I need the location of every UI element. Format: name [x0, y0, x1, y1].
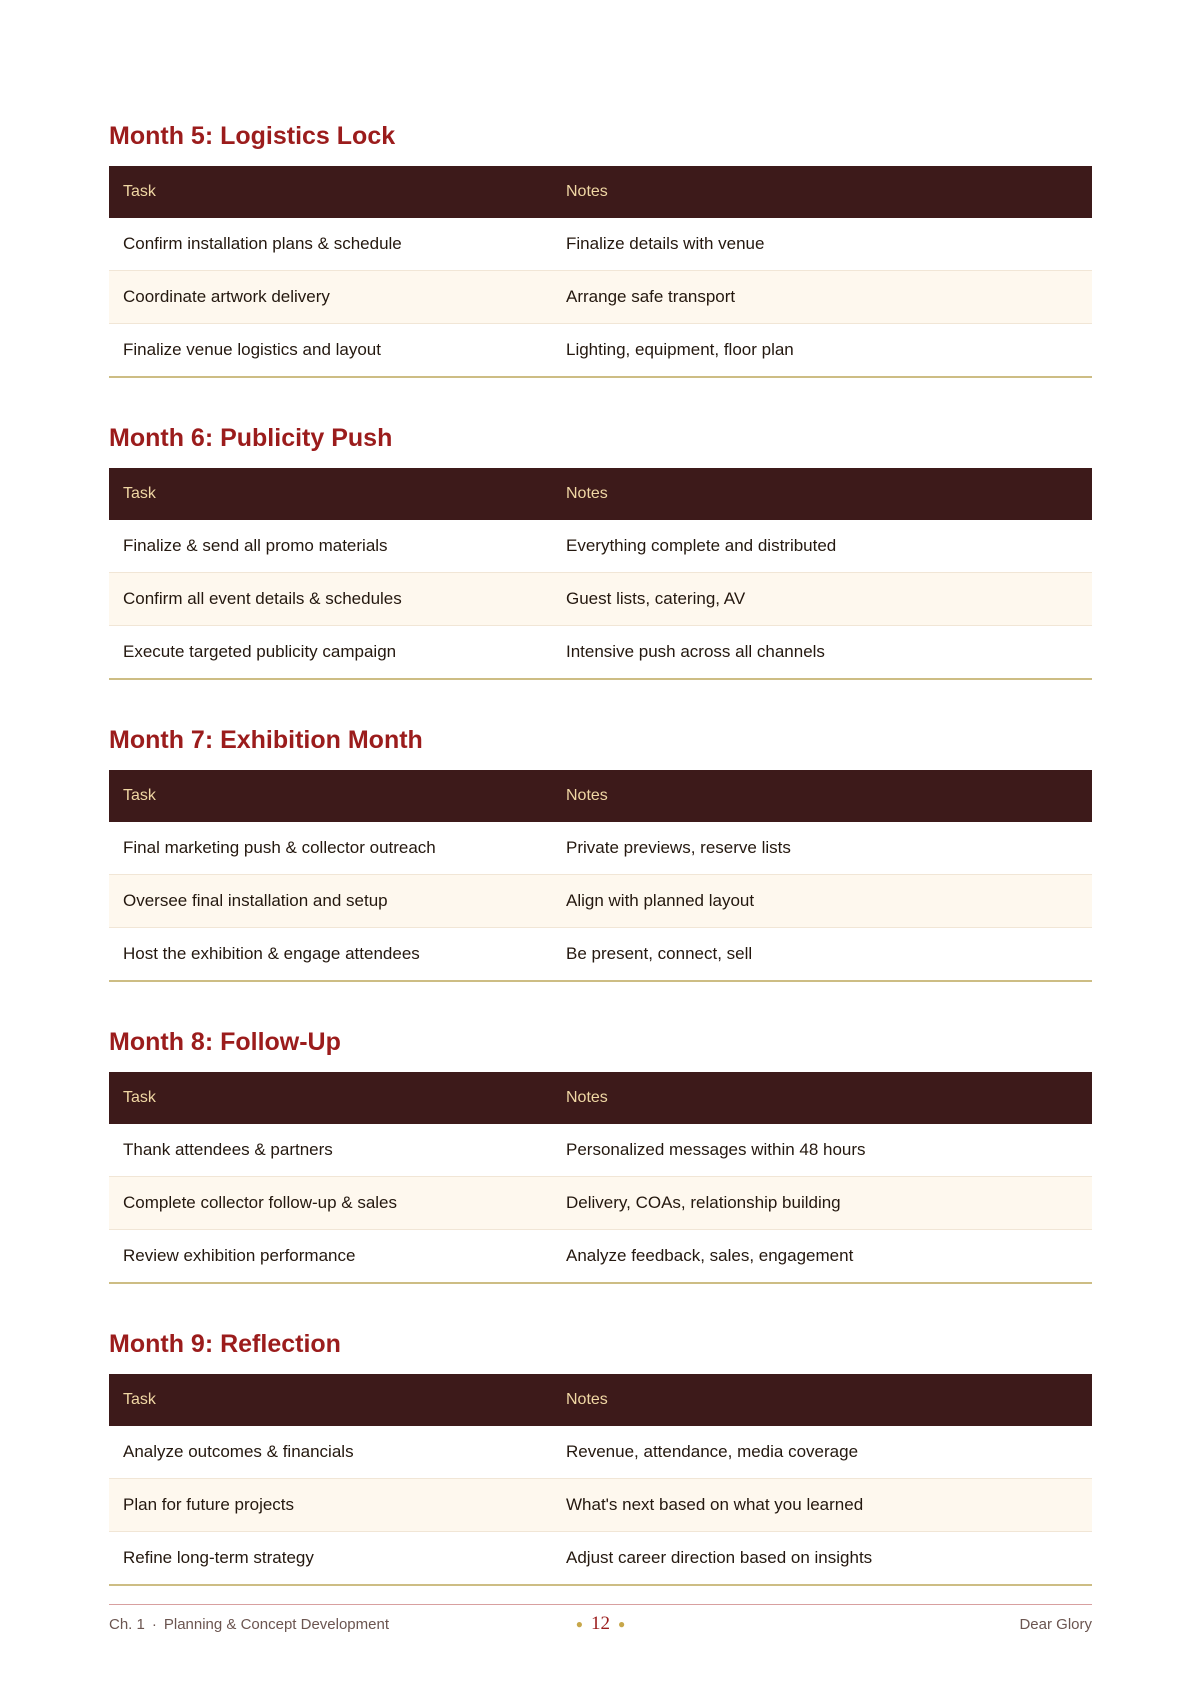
section-month-9	[109, 1328, 1092, 1586]
task-cell: Plan for future projects	[109, 1479, 552, 1532]
task-table	[109, 770, 1092, 982]
notes-cell: Arrange safe transport	[552, 271, 1092, 324]
task-cell: Coordinate artwork delivery	[109, 271, 552, 324]
task-cell: Host the exhibition & engage attendees	[109, 928, 552, 982]
task-table	[109, 166, 1092, 378]
section-title: Month 7: Exhibition Month	[109, 726, 423, 754]
notes-cell: Adjust career direction based on insights	[552, 1532, 1092, 1586]
notes-cell: Finalize details with venue	[552, 218, 1092, 271]
task-cell: Review exhibition performance	[109, 1230, 552, 1284]
table-row	[109, 1177, 1092, 1230]
header-task: Task	[123, 485, 156, 502]
task-cell: Refine long-term strategy	[109, 1532, 552, 1586]
table-row	[109, 520, 1092, 573]
table-row	[109, 324, 1092, 378]
notes-cell: Private previews, reserve lists	[552, 822, 1092, 875]
section-month-6	[109, 422, 1092, 680]
dot-icon: ●	[575, 1617, 583, 1632]
table-header-row	[109, 1374, 1092, 1426]
task-cell: Thank attendees & partners	[109, 1124, 552, 1177]
notes-cell: Guest lists, catering, AV	[552, 573, 1092, 626]
header-notes: Notes	[566, 1089, 608, 1106]
notes-cell: Delivery, COAs, relationship building	[552, 1177, 1092, 1230]
task-cell: Confirm all event details & schedules	[109, 573, 552, 626]
section-month-5	[109, 120, 1092, 378]
content	[109, 120, 1092, 1630]
table-row	[109, 1426, 1092, 1479]
table-header-row	[109, 166, 1092, 218]
header-notes: Notes	[566, 183, 608, 200]
section-title: Month 6: Publicity Push	[109, 424, 393, 452]
notes-cell: Intensive push across all channels	[552, 626, 1092, 680]
section-title: Month 9: Reflection	[109, 1330, 341, 1358]
table-row	[109, 822, 1092, 875]
task-cell: Complete collector follow-up & sales	[109, 1177, 552, 1230]
separator: ·	[151, 1616, 157, 1633]
header-notes: Notes	[566, 1391, 608, 1408]
table-header-row	[109, 1072, 1092, 1124]
task-table	[109, 468, 1092, 680]
section-month-7	[109, 724, 1092, 982]
chapter-title: Planning & Concept Development	[163, 1616, 389, 1633]
notes-cell: Align with planned layout	[552, 875, 1092, 928]
table-row	[109, 875, 1092, 928]
notes-cell: Be present, connect, sell	[552, 928, 1092, 982]
section-month-8	[109, 1026, 1092, 1284]
table-row	[109, 928, 1092, 982]
dot-icon: ●	[618, 1617, 626, 1632]
page-number: 12	[591, 1613, 610, 1634]
task-table	[109, 1072, 1092, 1284]
header-task: Task	[123, 1089, 156, 1106]
table-row	[109, 218, 1092, 271]
table-row	[109, 1124, 1092, 1177]
section-title: Month 8: Follow-Up	[109, 1028, 341, 1056]
table-row	[109, 271, 1092, 324]
task-cell: Finalize venue logistics and layout	[109, 324, 552, 378]
table-row	[109, 1479, 1092, 1532]
task-cell: Final marketing push & collector outreach	[109, 822, 552, 875]
section-title: Month 5: Logistics Lock	[109, 122, 396, 150]
notes-cell: Revenue, attendance, media coverage	[552, 1426, 1092, 1479]
header-task: Task	[123, 183, 156, 200]
notes-cell: What's next based on what you learned	[552, 1479, 1092, 1532]
task-cell: Analyze outcomes & financials	[109, 1426, 552, 1479]
chapter-label: Ch. 1	[109, 1616, 145, 1633]
table-row	[109, 1532, 1092, 1586]
table-header-row	[109, 468, 1092, 520]
notes-cell: Personalized messages within 48 hours	[552, 1124, 1092, 1177]
task-cell: Oversee final installation and setup	[109, 875, 552, 928]
table-row	[109, 626, 1092, 680]
task-cell: Confirm installation plans & schedule	[109, 218, 552, 271]
header-notes: Notes	[566, 787, 608, 804]
notes-cell: Everything complete and distributed	[552, 520, 1092, 573]
table-header-row	[109, 770, 1092, 822]
task-table	[109, 1374, 1092, 1586]
header-task: Task	[123, 1391, 156, 1408]
task-cell: Finalize & send all promo materials	[109, 520, 552, 573]
table-row	[109, 573, 1092, 626]
page-number-block	[109, 1613, 1092, 1635]
header-notes: Notes	[566, 485, 608, 502]
table-row	[109, 1230, 1092, 1284]
notes-cell: Analyze feedback, sales, engagement	[552, 1230, 1092, 1284]
task-cell: Execute targeted publicity campaign	[109, 626, 552, 680]
notes-cell: Lighting, equipment, floor plan	[552, 324, 1092, 378]
header-task: Task	[123, 787, 156, 804]
footer-author: Dear Glory	[1019, 1616, 1092, 1633]
page-footer	[109, 1604, 1092, 1645]
